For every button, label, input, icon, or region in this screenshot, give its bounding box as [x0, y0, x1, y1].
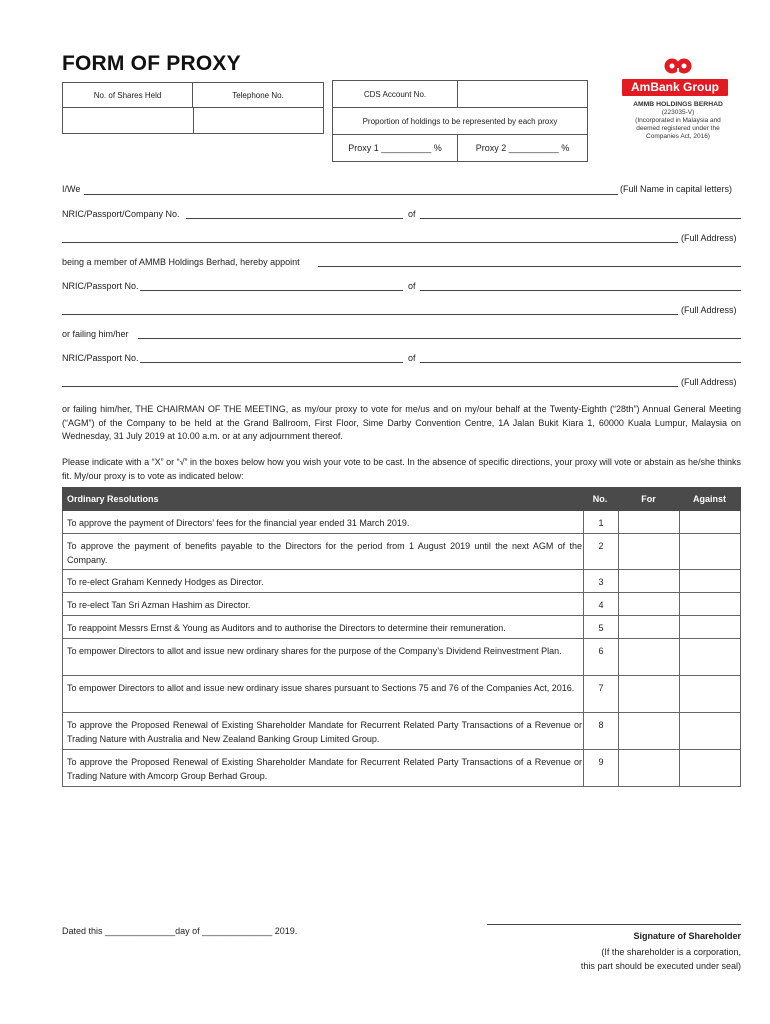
- vote-against-box[interactable]: [680, 616, 741, 638]
- telephone-label: Telephone No.: [193, 83, 323, 108]
- vote-against-box[interactable]: [680, 511, 741, 533]
- vote-for-box[interactable]: [619, 713, 680, 749]
- resolutions-header: [62, 487, 741, 511]
- address-field-1a[interactable]: [420, 218, 741, 219]
- resolution-text: To re-elect Tan Sri Azman Hashim as Director.: [67, 600, 251, 610]
- chairman-paragraph: or failing him/her, THE CHAIRMAN OF THE MEETING, as my/our proxy to vote for me/us and on my/our behalf at the Twenty-Eighth (“28th”) Annual General Meeting (“AGM”) of the Company to be held at the Grand Ballroom, First Floor, Sime Darby Convention Centre, 1A Jalan Bukit Kiara 1, 60000 Kuala Lumpur, Malaysia on Wednesday, 31 July 2019 at 10.00 a.m. or at any adjournment thereof.: [62, 404, 741, 441]
- resolution-text: To approve the Proposed Renewal of Existing Shareholder Mandate for Recurrent Related Party Transactions of a Revenue or Trading Nature with Amcorp Group Berhad Group.: [67, 757, 582, 781]
- resolution-text: To reappoint Messrs Ernst & Young as Auditors and to authorise the Directors to determine their remuneration.: [67, 623, 506, 633]
- resolution-no: 2: [583, 534, 619, 569]
- header-for: For: [641, 494, 656, 504]
- proxy1-percent-field[interactable]: Proxy 1 __________ %: [333, 135, 458, 161]
- proxy2-percent-field[interactable]: Proxy 2 __________ %: [475, 143, 570, 153]
- resolution-text: To empower Directors to allot and issue new ordinary issue shares pursuant to Sections 75 and 76 of the Companies Act, 2016.: [67, 683, 575, 693]
- proxy2-name-field[interactable]: [138, 338, 741, 339]
- proxy1-name-field[interactable]: [318, 266, 741, 267]
- form-title: FORM OF PROXY: [62, 52, 241, 75]
- signature-note-1: (If the shareholder is a corporation,: [601, 947, 741, 957]
- vote-against-box[interactable]: [680, 639, 741, 675]
- company-inc-1: (Incorporated in Malaysia and: [635, 117, 721, 124]
- cds-account-label: CDS Account No.: [333, 81, 458, 108]
- full-address-hint-2: (Full Address): [681, 305, 737, 315]
- header-against: Against: [692, 494, 726, 504]
- shares-held-field[interactable]: [63, 108, 193, 134]
- cds-account-field[interactable]: [458, 81, 587, 108]
- resolution-no: 1: [583, 511, 619, 533]
- signature-note-2: this part should be executed under seal): [580, 961, 741, 971]
- vote-against-box[interactable]: [680, 534, 741, 569]
- iwe-label: I/We: [62, 184, 81, 194]
- proxy2-address-field-a[interactable]: [420, 362, 741, 363]
- company-name: AMMB HOLDINGS BERHAD: [633, 101, 723, 108]
- vote-against-box[interactable]: [680, 713, 741, 749]
- signature-label: Signature of Shareholder: [633, 931, 741, 941]
- vote-for-box[interactable]: [619, 750, 680, 786]
- voting-instructions: Please indicate with a “X” or “√” in the boxes below how you wish your vote to be cast. In the absence of specific directions, your proxy will vote or abstain as he/she thinks fit. My/our proxy is to vote as indicated below:: [62, 457, 741, 481]
- full-name-field[interactable]: [84, 194, 618, 195]
- signature-field[interactable]: [487, 924, 741, 925]
- company-details: [608, 101, 748, 141]
- proxy2-nric-label: NRIC/Passport No.: [62, 353, 139, 363]
- resolution-text: To approve the payment of Directors’ fees for the financial year ended 31 March 2019.: [67, 518, 410, 528]
- shares-held-label: No. of Shares Held: [63, 83, 193, 108]
- vote-for-box[interactable]: [619, 616, 680, 638]
- resolution-text: To approve the Proposed Renewal of Existing Shareholder Mandate for Recurrent Related Party Transactions of a Revenue or Trading Nature with Australia and New Zealand Banking Group Limited Group.: [67, 720, 582, 744]
- resolution-row: [62, 534, 741, 570]
- nric-company-field[interactable]: [186, 218, 403, 219]
- member-appoint-label: being a member of AMMB Holdings Berhad, hereby appoint: [62, 257, 300, 267]
- brand-name: AmBank Group: [622, 79, 728, 96]
- vote-against-box[interactable]: [680, 750, 741, 786]
- resolutions-table: [62, 487, 741, 787]
- proxy1-nric-field[interactable]: [140, 290, 403, 291]
- proportion-label: Proportion of holdings to be represented by each proxy: [333, 108, 587, 135]
- resolution-no: 9: [583, 750, 619, 786]
- resolution-row: [62, 713, 741, 750]
- proxy2-nric-field[interactable]: [140, 362, 403, 363]
- resolution-no: 4: [583, 593, 619, 615]
- vote-against-box[interactable]: [680, 676, 741, 712]
- signature-note: [487, 945, 741, 973]
- failing-label: or failing him/her: [62, 329, 129, 339]
- resolution-row: [62, 616, 741, 639]
- resolution-no: 8: [583, 713, 619, 749]
- address-field-1b[interactable]: [62, 242, 678, 243]
- resolution-no: 7: [583, 676, 619, 712]
- header-resolutions: Ordinary Resolutions: [67, 494, 159, 504]
- resolution-no: 5: [583, 616, 619, 638]
- vote-for-box[interactable]: [619, 593, 680, 615]
- telephone-field[interactable]: [194, 108, 323, 134]
- cds-proxy-table: [332, 80, 588, 162]
- of-label: of: [408, 209, 416, 219]
- resolution-no: 6: [583, 639, 619, 675]
- resolution-row: [62, 570, 741, 593]
- of-label-2: of: [408, 281, 416, 291]
- resolution-row: [62, 593, 741, 616]
- ambank-logo-icon: [664, 56, 692, 76]
- resolution-row: [62, 511, 741, 534]
- proxy1-address-field-b[interactable]: [62, 314, 678, 315]
- dated-line[interactable]: Dated this ______________day of ______________ 2019.: [62, 926, 298, 936]
- resolution-no: 3: [583, 570, 619, 592]
- resolution-text: To approve the payment of benefits payable to the Directors for the period from 1 August 2019 until the next AGM of the Company.: [67, 541, 582, 565]
- resolution-row: [62, 750, 741, 787]
- shares-telephone-table: [62, 82, 324, 134]
- resolution-text: To re-elect Graham Kennedy Hodges as Director.: [67, 577, 264, 587]
- proxy1-nric-label: NRIC/Passport No.: [62, 281, 139, 291]
- full-address-hint-3: (Full Address): [681, 377, 737, 387]
- vote-for-box[interactable]: [619, 511, 680, 533]
- resolution-row: [62, 639, 741, 676]
- company-reg: (223035-V): [661, 109, 695, 116]
- header-no: No.: [592, 494, 608, 504]
- nric-company-label: NRIC/Passport/Company No.: [62, 209, 180, 219]
- vote-for-box[interactable]: [619, 534, 680, 569]
- proxy1-address-field-a[interactable]: [420, 290, 741, 291]
- vote-against-box[interactable]: [680, 570, 741, 592]
- vote-for-box[interactable]: [619, 639, 680, 675]
- resolution-row: [62, 676, 741, 713]
- resolution-text: To empower Directors to allot and issue new ordinary shares for the purpose of the Company’s Dividend Reinvestment Plan.: [67, 646, 562, 656]
- company-inc-2: deemed registered under the: [636, 125, 720, 132]
- proxy2-address-field-b[interactable]: [62, 386, 678, 387]
- full-address-hint-1: (Full Address): [681, 233, 737, 243]
- vote-against-box[interactable]: [680, 593, 741, 615]
- company-inc-3: Companies Act, 2016): [646, 133, 710, 140]
- vote-for-box[interactable]: [619, 570, 680, 592]
- full-name-hint: (Full Name in capital letters): [620, 184, 733, 194]
- of-label-3: of: [408, 353, 416, 363]
- vote-for-box[interactable]: [619, 676, 680, 712]
